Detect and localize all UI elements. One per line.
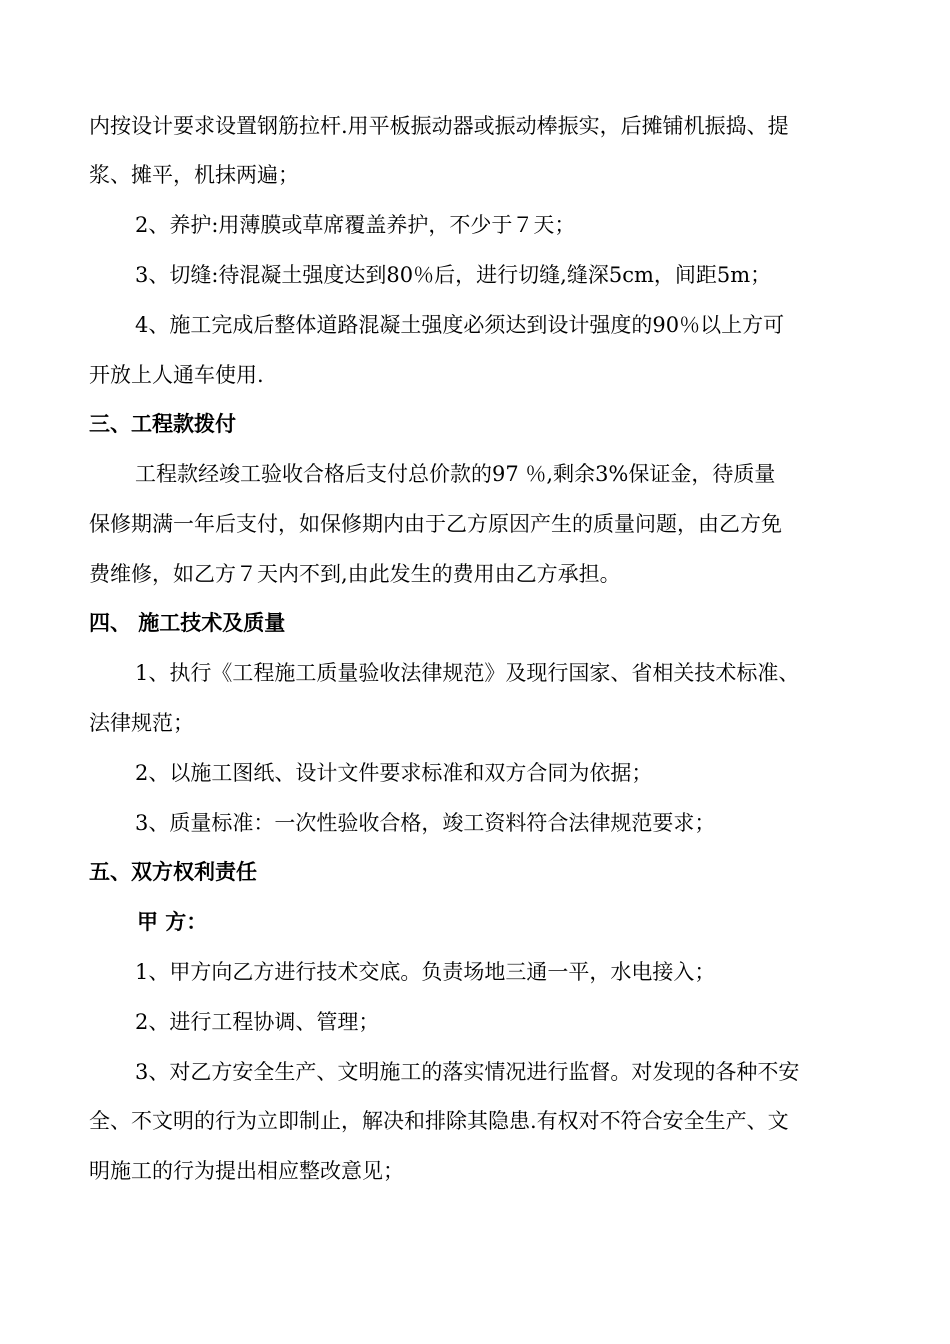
paragraph-line: 3、切缝:待混凝土强度达到80％后，进行切缝,缝深5cm，间距5m； — [135, 263, 772, 287]
paragraph-line: 2、以施工图纸、设计文件要求标准和双方合同为依据； — [135, 761, 653, 785]
paragraph-line: 2、养护:用薄膜或草席覆盖养护，不少于７天； — [135, 213, 576, 237]
paragraph-line: 明施工的行为提出相应整改意见； — [89, 1159, 404, 1183]
party-a-heading: 甲 方： — [137, 909, 208, 934]
paragraph-line: 3、质量标准：一次性验收合格，竣工资料符合法律规范要求； — [135, 811, 716, 835]
paragraph-line: 2、进行工程协调、管理； — [135, 1010, 380, 1034]
paragraph-line: 法律规范； — [89, 711, 194, 735]
section-heading-payment: 三、工程款拨付 — [89, 411, 236, 436]
section-heading-rights: 五、双方权利责任 — [89, 859, 257, 884]
paragraph-line: 1、执行《工程施工质量验收法律规范》及现行国家、省相关技术标准、 — [135, 661, 800, 685]
paragraph-line: 3、对乙方安全生产、文明施工的落实情况进行监督。对发现的各种不安 — [135, 1060, 800, 1084]
paragraph-line: 费维修，如乙方７天内不到,由此发生的费用由乙方承担。 — [89, 562, 621, 586]
paragraph-line: 保修期满一年后支付，如保修期内由于乙方原因产生的质量问题，由乙方免 — [89, 512, 782, 536]
paragraph-line: 4、施工完成后整体道路混凝土强度必须达到设计强度的90％以上方可 — [135, 313, 785, 337]
paragraph-line: 内按设计要求设置钢筋拉杆.用平板振动器或振动棒振实，后摊铺机振捣、提 — [89, 114, 789, 138]
paragraph-line: 开放上人通车使用. — [89, 363, 264, 387]
paragraph-line: 浆、摊平，机抹两遍； — [89, 163, 299, 187]
paragraph-line: 工程款经竣工验收合格后支付总价款的97 ％,剩余3%保证金，待质量 — [135, 462, 776, 486]
section-heading-quality: 四、 施工技术及质量 — [89, 610, 286, 635]
paragraph-line: 全、不文明的行为立即制止，解决和排除其隐患.有权对不符合安全生产、文 — [89, 1109, 789, 1133]
paragraph-line: 1、甲方向乙方进行技术交底。负责场地三通一平，水电接入； — [135, 960, 716, 984]
